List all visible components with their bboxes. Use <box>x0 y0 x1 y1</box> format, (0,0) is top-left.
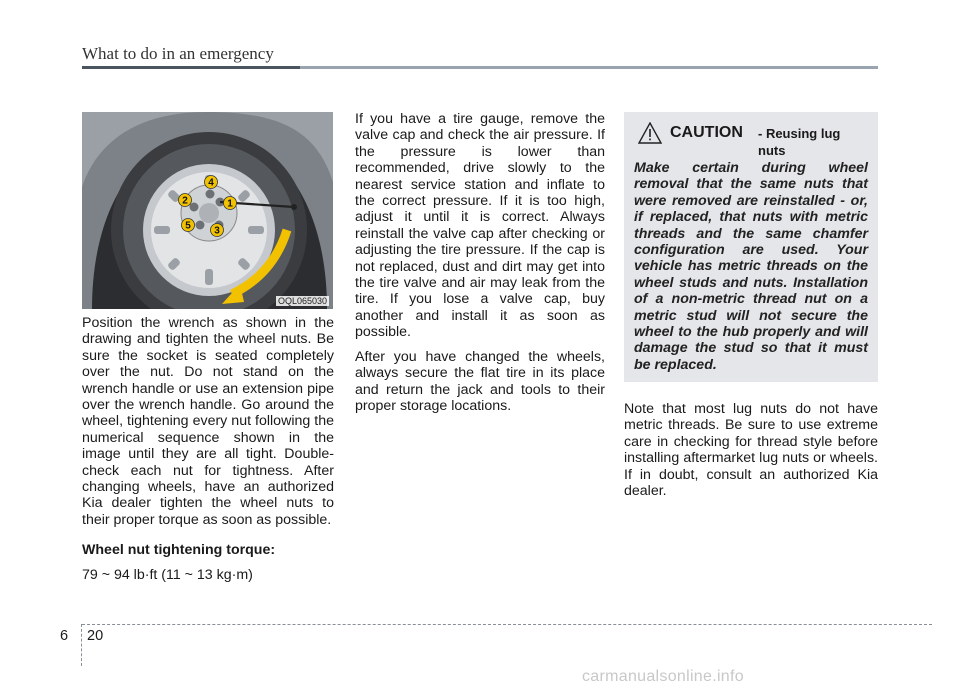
storage-paragraph: After you have changed the wheels, always secure the flat tire in its place and return the jack and tools to their proper storage locations. <box>355 348 605 414</box>
torque-label: Wheel nut tightening torque: <box>82 542 276 559</box>
wrench-instructions: Position the wrench as shown in the drawing and tighten the wheel nuts. Be sure the socket is seated completely over the nut. Do not stand on the wrench handle or use an extension pipe over the wrench handle. Go around the wheel, tightening every nut following the numerical sequence shown in the image until they are all tight. Double-check each nut for tightness. After changing wheels, have an authorized Kia dealer tighten the wheel nuts to their proper torque as soon as possible. <box>82 315 334 528</box>
page-number: 20 <box>87 628 104 644</box>
svg-text:2: 2 <box>182 195 188 207</box>
svg-text:3: 3 <box>214 225 220 237</box>
svg-text:4: 4 <box>208 177 214 189</box>
caution-title: CAUTION <box>670 124 743 141</box>
watermark: carmanualsonline.info <box>582 668 744 685</box>
hub-center <box>199 203 219 223</box>
header-rule-accent <box>82 66 300 69</box>
figure-caption: OQL065030 <box>277 296 327 306</box>
lug-nut-note: Note that most lug nuts do not have metric threads. Be sure to use extreme care in checking for thread style before installing aftermarket lug nuts or wheels. If in doubt, consult an authorized Kia dealer. <box>624 401 878 500</box>
wheel-illustration <box>82 112 333 309</box>
torque-value: 79 ~ 94 lb·ft (11 ~ 13 kg·m) <box>82 566 253 583</box>
column-3 <box>624 401 878 507</box>
chapter-number: 6 <box>60 628 69 644</box>
tire-pressure-paragraph: If you have a tire gauge, remove the valve cap and check the air pressure. If the pressure is lower than recommended, drive slowly to the nearest service station and inflate to the correct pressure. If it is too high, adjust it until it is correct. Always reinstall the valve cap after checking or adjusting the tire pressure. If the cap is not replaced, dust and dirt may get into the tire valve and air may leak from the tire. If you lose a valve cap, buy another and install it as soon as possible. <box>355 111 605 341</box>
warning-triangle-icon <box>638 122 662 144</box>
column-1 <box>82 315 334 591</box>
footer-rule <box>82 624 932 625</box>
footer-divider <box>81 624 82 666</box>
caution-box <box>624 112 878 382</box>
svg-text:1: 1 <box>227 198 233 210</box>
section-title: What to do in an emergency <box>82 44 274 63</box>
column-2 <box>355 111 605 422</box>
caution-text: Make certain during wheel removal that the same nuts that were removed are reinstalled - or, if replaced, that nuts with metric threads and the same chamfer configuration are used. Your vehicle has metric threads on the wheel studs and nuts. Installation of a non-metric thread nut on a metric stud will not secure the wheel to the hub properly and will damage the stud so that it must be replaced. <box>634 160 868 373</box>
svg-text:5: 5 <box>185 220 191 232</box>
caution-subtitle: - Reusing lug nuts <box>758 126 841 158</box>
wheel-drawing <box>82 112 333 309</box>
